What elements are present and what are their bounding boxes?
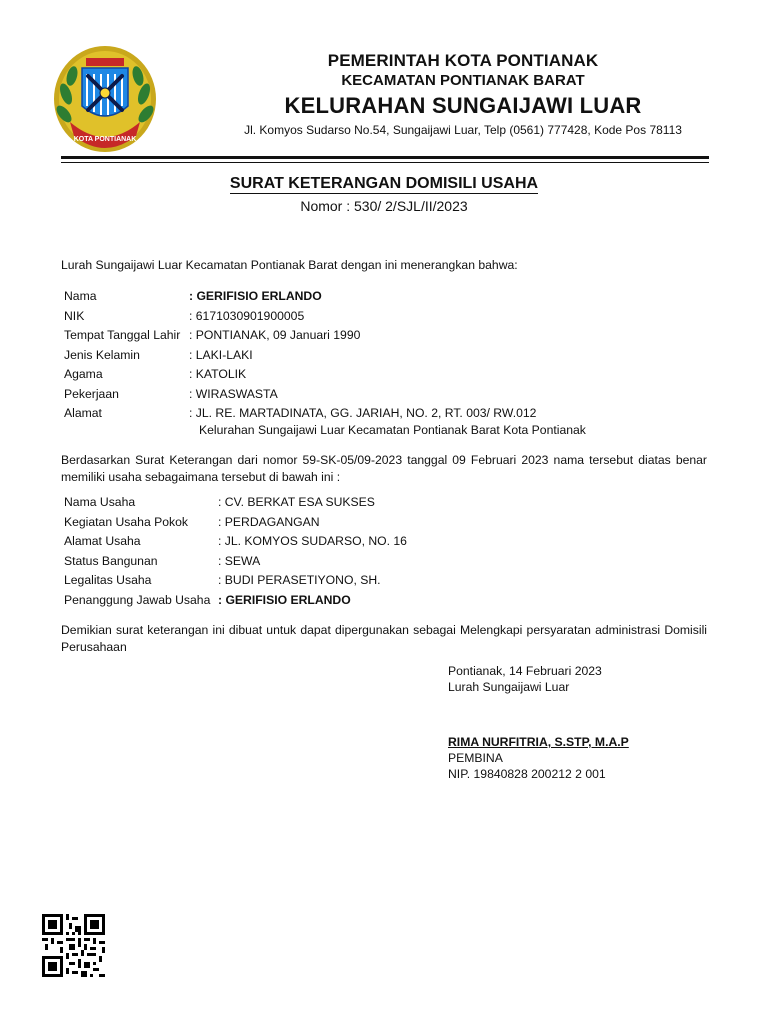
row-label: Tempat Tanggal Lahir: [64, 328, 181, 342]
address-continuation-text: Kelurahan Sungaijawi Luar Kecamatan Pontianak Barat Kota Pontianak: [199, 423, 586, 437]
row-value: : KATOLIK: [189, 367, 247, 381]
business-row-activity: [64, 513, 407, 533]
business-row-name: [64, 493, 407, 513]
row-value: : PERDAGANGAN: [218, 514, 320, 529]
letterhead-rule-thin: [61, 162, 709, 163]
row-label: Agama: [64, 367, 103, 381]
personal-row-religion: [64, 365, 536, 385]
address-continuation: [189, 421, 586, 440]
letterhead-office: KELURAHAN SUNGAIJAWI LUAR: [284, 93, 642, 118]
row-value: : CV. BERKAT ESA SUKSES: [218, 495, 375, 509]
signatory-nip: NIP. 19840828 200212 2 001: [448, 767, 606, 781]
signature-position: Lurah Sungaijawi Luar: [448, 680, 570, 694]
letterhead-address: Jl. Komyos Sudarso No.54, Sungaijawi Luar, Telp (0561) 777428, Kode Pos 78113: [244, 123, 682, 137]
personal-row-birth: [64, 326, 536, 346]
letterhead-government: PEMERINTAH KOTA PONTIANAK: [327, 51, 599, 70]
personal-row-nik: [64, 307, 536, 327]
row-value: : WIRASWASTA: [189, 386, 278, 401]
basis-paragraph: Berdasarkan Surat Keterangan dari nomor 59-SK-05/09-2023 tanggal 09 Februari 2023 nama tersebut diatas benar memiliki usaha sebagaimana tersebut di bawah ini :: [61, 453, 707, 484]
row-value: : LAKI-LAKI: [189, 347, 253, 362]
row-value: : GERIFISIO ERLANDO: [189, 289, 322, 303]
row-label: Jenis Kelamin: [64, 347, 140, 362]
row-value: : GERIFISIO ERLANDO: [218, 592, 351, 607]
row-label: Penanggung Jawab Usaha: [64, 592, 211, 607]
row-value: : SEWA: [218, 553, 261, 568]
row-label: Nama Usaha: [64, 495, 136, 509]
row-label: Pekerjaan: [64, 386, 119, 401]
document-title: SURAT KETERANGAN DOMISILI USAHA: [229, 175, 539, 192]
closing-paragraph: Demikian surat keterangan ini dibuat untuk dapat dipergunakan sebagai Melengkapi persyaratan administrasi Domisili Perusahaan: [61, 623, 707, 654]
row-label: NIK: [64, 308, 85, 323]
personal-data-table: [64, 287, 536, 424]
business-row-responsible: [64, 591, 407, 611]
personal-row-gender: [64, 346, 536, 366]
letterhead-district: KECAMATAN PONTIANAK BARAT: [341, 72, 585, 89]
intro-paragraph: Lurah Sungaijawi Luar Kecamatan Pontianak Barat dengan ini menerangkan bahwa:: [61, 258, 518, 272]
row-label: Kegiatan Usaha Pokok: [64, 514, 188, 529]
business-row-legality: [64, 571, 407, 591]
business-row-address: [64, 532, 407, 552]
business-data-table: [64, 493, 407, 610]
signature-place-date: Pontianak, 14 Februari 2023: [448, 664, 602, 678]
document-title-wrap: [0, 175, 768, 193]
signatory-name: RIMA NURFITRIA, S.STP, M.A.P: [448, 735, 629, 749]
letterhead-rule-thick: [61, 156, 709, 159]
emblem-ribbon-text: KOTA PONTIANAK: [73, 136, 137, 143]
row-value: : JL. RE. MARTADINATA, GG. JARIAH, NO. 2, RT. 003/ RW.012: [189, 406, 537, 420]
kota-pontianak-emblem: [52, 44, 158, 154]
business-row-building-status: [64, 552, 407, 572]
qr-code-icon: [42, 914, 105, 977]
row-value: : 6171030901900005: [189, 308, 305, 323]
row-value: : JL. KOMYOS SUDARSO, NO. 16: [218, 534, 407, 548]
row-value: : PONTIANAK, 09 Januari 1990: [189, 328, 361, 342]
row-label: Legalitas Usaha: [64, 573, 152, 587]
row-label: Status Bangunan: [64, 553, 158, 568]
row-value: : BUDI PERASETIYONO, SH.: [218, 573, 381, 587]
personal-row-occupation: [64, 385, 536, 405]
personal-row-name: [64, 287, 536, 307]
row-label: Alamat Usaha: [64, 534, 141, 548]
row-label: Nama: [64, 289, 97, 303]
row-label: Alamat: [64, 406, 102, 420]
signatory-rank: PEMBINA: [448, 751, 503, 765]
document-number: Nomor : 530/ 2/SJL/II/2023: [300, 198, 468, 214]
